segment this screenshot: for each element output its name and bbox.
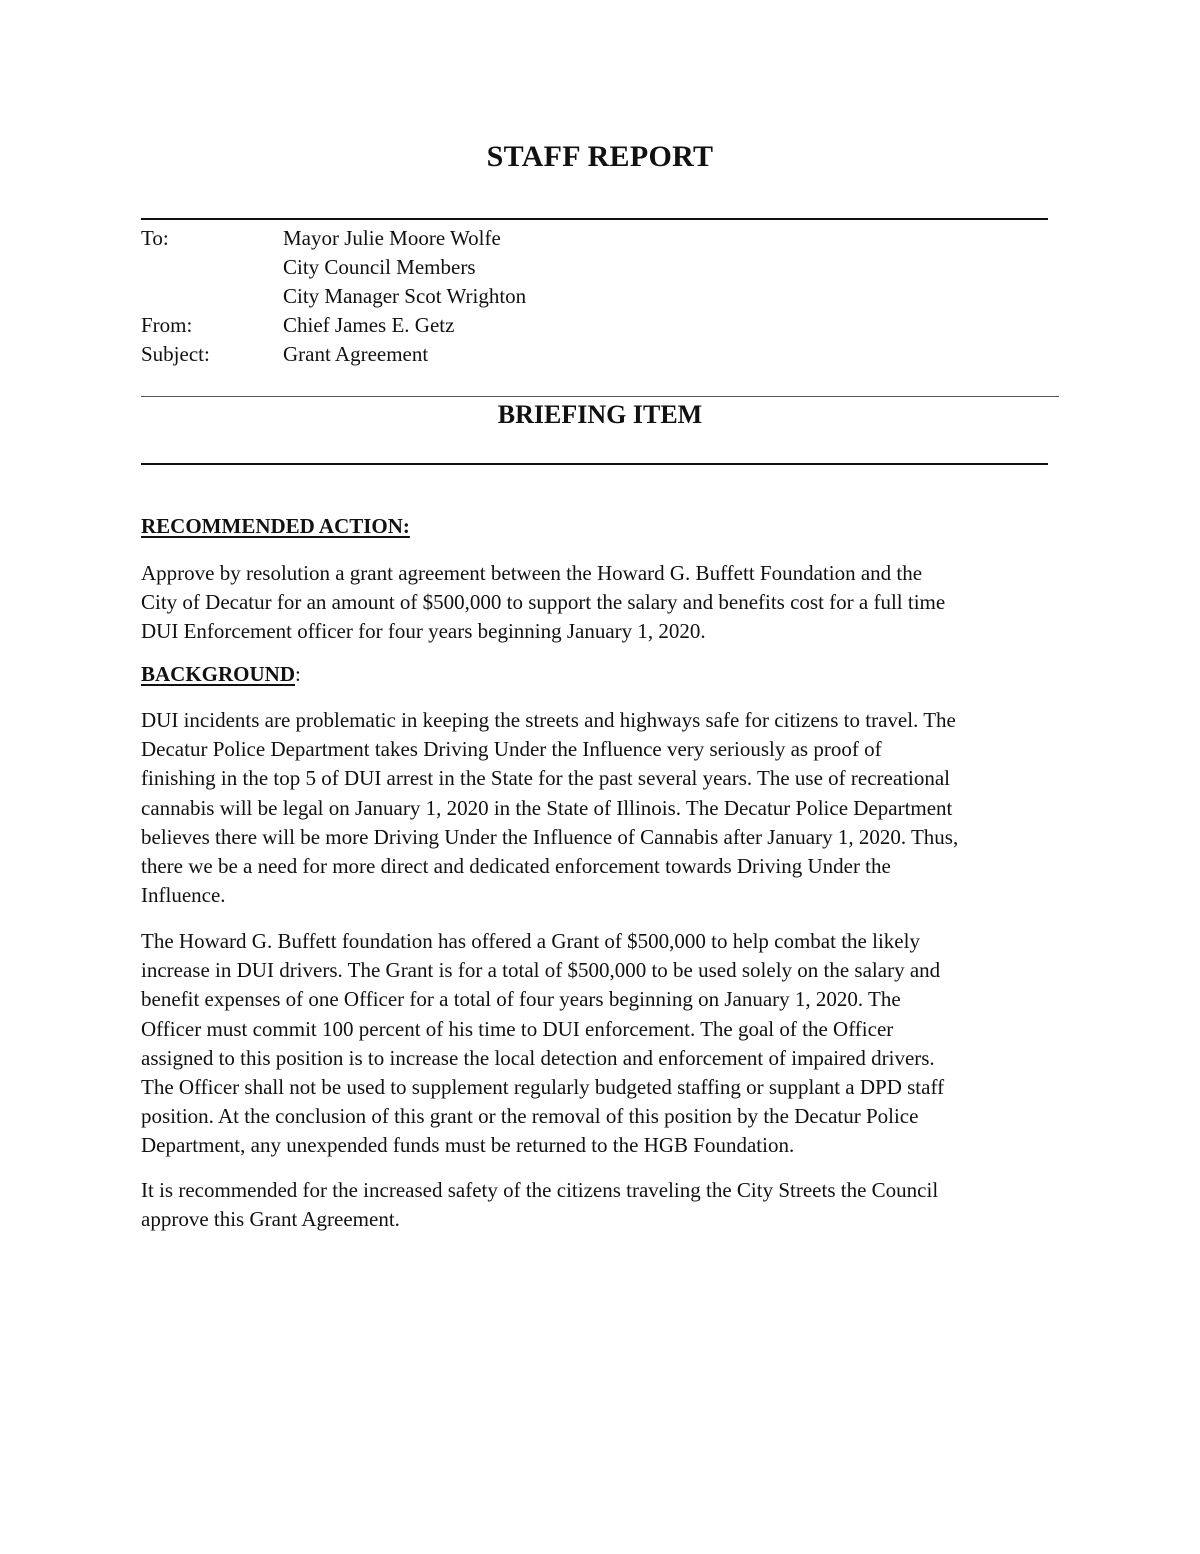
background-heading	[141, 662, 301, 687]
divider-top	[141, 218, 1048, 220]
text-line: DUI incidents are problematic in keeping the streets and highways safe for citizens to travel. The	[141, 708, 956, 732]
memo-subject-value: Grant Agreement	[283, 342, 429, 366]
text-line: position. At the conclusion of this grant or the removal of this position by the Decatur Police	[141, 1104, 919, 1129]
text-line: assigned to this position is to increase the local detection and enforcement of impaired drivers.	[141, 1045, 935, 1070]
text-line: believes there will be more Driving Under the Influence of Cannabis after January 1, 2020. Thus,	[141, 824, 959, 849]
recommended-action-paragraph	[141, 559, 1066, 647]
text-line: increase in DUI drivers. The Grant is for a total of $500,000 to be used solely on the salary and	[141, 958, 941, 983]
memo-to-value-1: Mayor Julie Moore Wolfe	[283, 226, 501, 250]
memo-to-value-2: City Council Members	[283, 255, 476, 279]
divider-bottom	[141, 463, 1048, 465]
briefing-item-title: BRIEFING ITEM	[497, 400, 703, 429]
text-line: cannabis will be legal on January 1, 2020 in the State of Illinois. The Decatur Police Department	[141, 795, 953, 820]
memo-to-row-2	[141, 253, 526, 282]
text-line: City of Decatur for an amount of $500,000 to support the salary and benefits cost for a full time	[141, 590, 946, 615]
memo-from-label: From:	[141, 313, 193, 337]
text-line: Decatur Police Department takes Driving Under the Influence very seriously as proof of	[141, 737, 882, 762]
background-paragraph-3	[141, 1176, 1066, 1234]
text-line: finishing in the top 5 of DUI arrest in the State for the past several years. The use of recreational	[141, 766, 951, 791]
text-line: DUI Enforcement officer for four years beginning January 1, 2020.	[141, 619, 706, 644]
text-line: Officer must commit 100 percent of his time to DUI enforcement. The goal of the Officer	[141, 1016, 894, 1041]
text-line: It is recommended for the increased safety of the citizens traveling the City Streets the Council	[141, 1178, 939, 1202]
text-line: benefit expenses of one Officer for a total of four years beginning on January 1, 2020. The	[141, 987, 901, 1012]
divider-middle	[141, 396, 1059, 397]
memo-header	[141, 224, 526, 369]
memo-from-row	[141, 311, 526, 340]
background-heading-colon: :	[295, 662, 301, 686]
memo-from-value: Chief James E. Getz	[283, 313, 455, 337]
text-line: Department, any unexpended funds must be returned to the HGB Foundation.	[141, 1133, 795, 1158]
text-line: Approve by resolution a grant agreement between the Howard G. Buffett Foundation and the	[141, 561, 923, 585]
text-line: there we be a need for more direct and dedicated enforcement towards Driving Under the	[141, 854, 891, 879]
memo-subject-label: Subject:	[141, 342, 210, 366]
text-line: The Officer shall not be used to supplement regularly budgeted staffing or supplant a DPD staff	[141, 1075, 945, 1100]
background-paragraph-2	[141, 927, 1066, 1161]
memo-to-row-3	[141, 282, 526, 311]
text-line: approve this Grant Agreement.	[141, 1207, 400, 1232]
background-paragraph-1	[141, 706, 1066, 910]
recommended-action-heading: RECOMMENDED ACTION:	[141, 514, 410, 538]
page-title: STAFF REPORT	[486, 140, 714, 173]
memo-to-row	[141, 224, 526, 253]
memo-to-label: To:	[141, 226, 169, 250]
memo-subject-row	[141, 340, 526, 369]
text-line: The Howard G. Buffett foundation has offered a Grant of $500,000 to help combat the likely	[141, 929, 920, 953]
memo-to-value-3: City Manager Scot Wrighton	[283, 284, 527, 308]
text-line: Influence.	[141, 883, 226, 908]
background-heading-text: BACKGROUND	[141, 662, 296, 686]
